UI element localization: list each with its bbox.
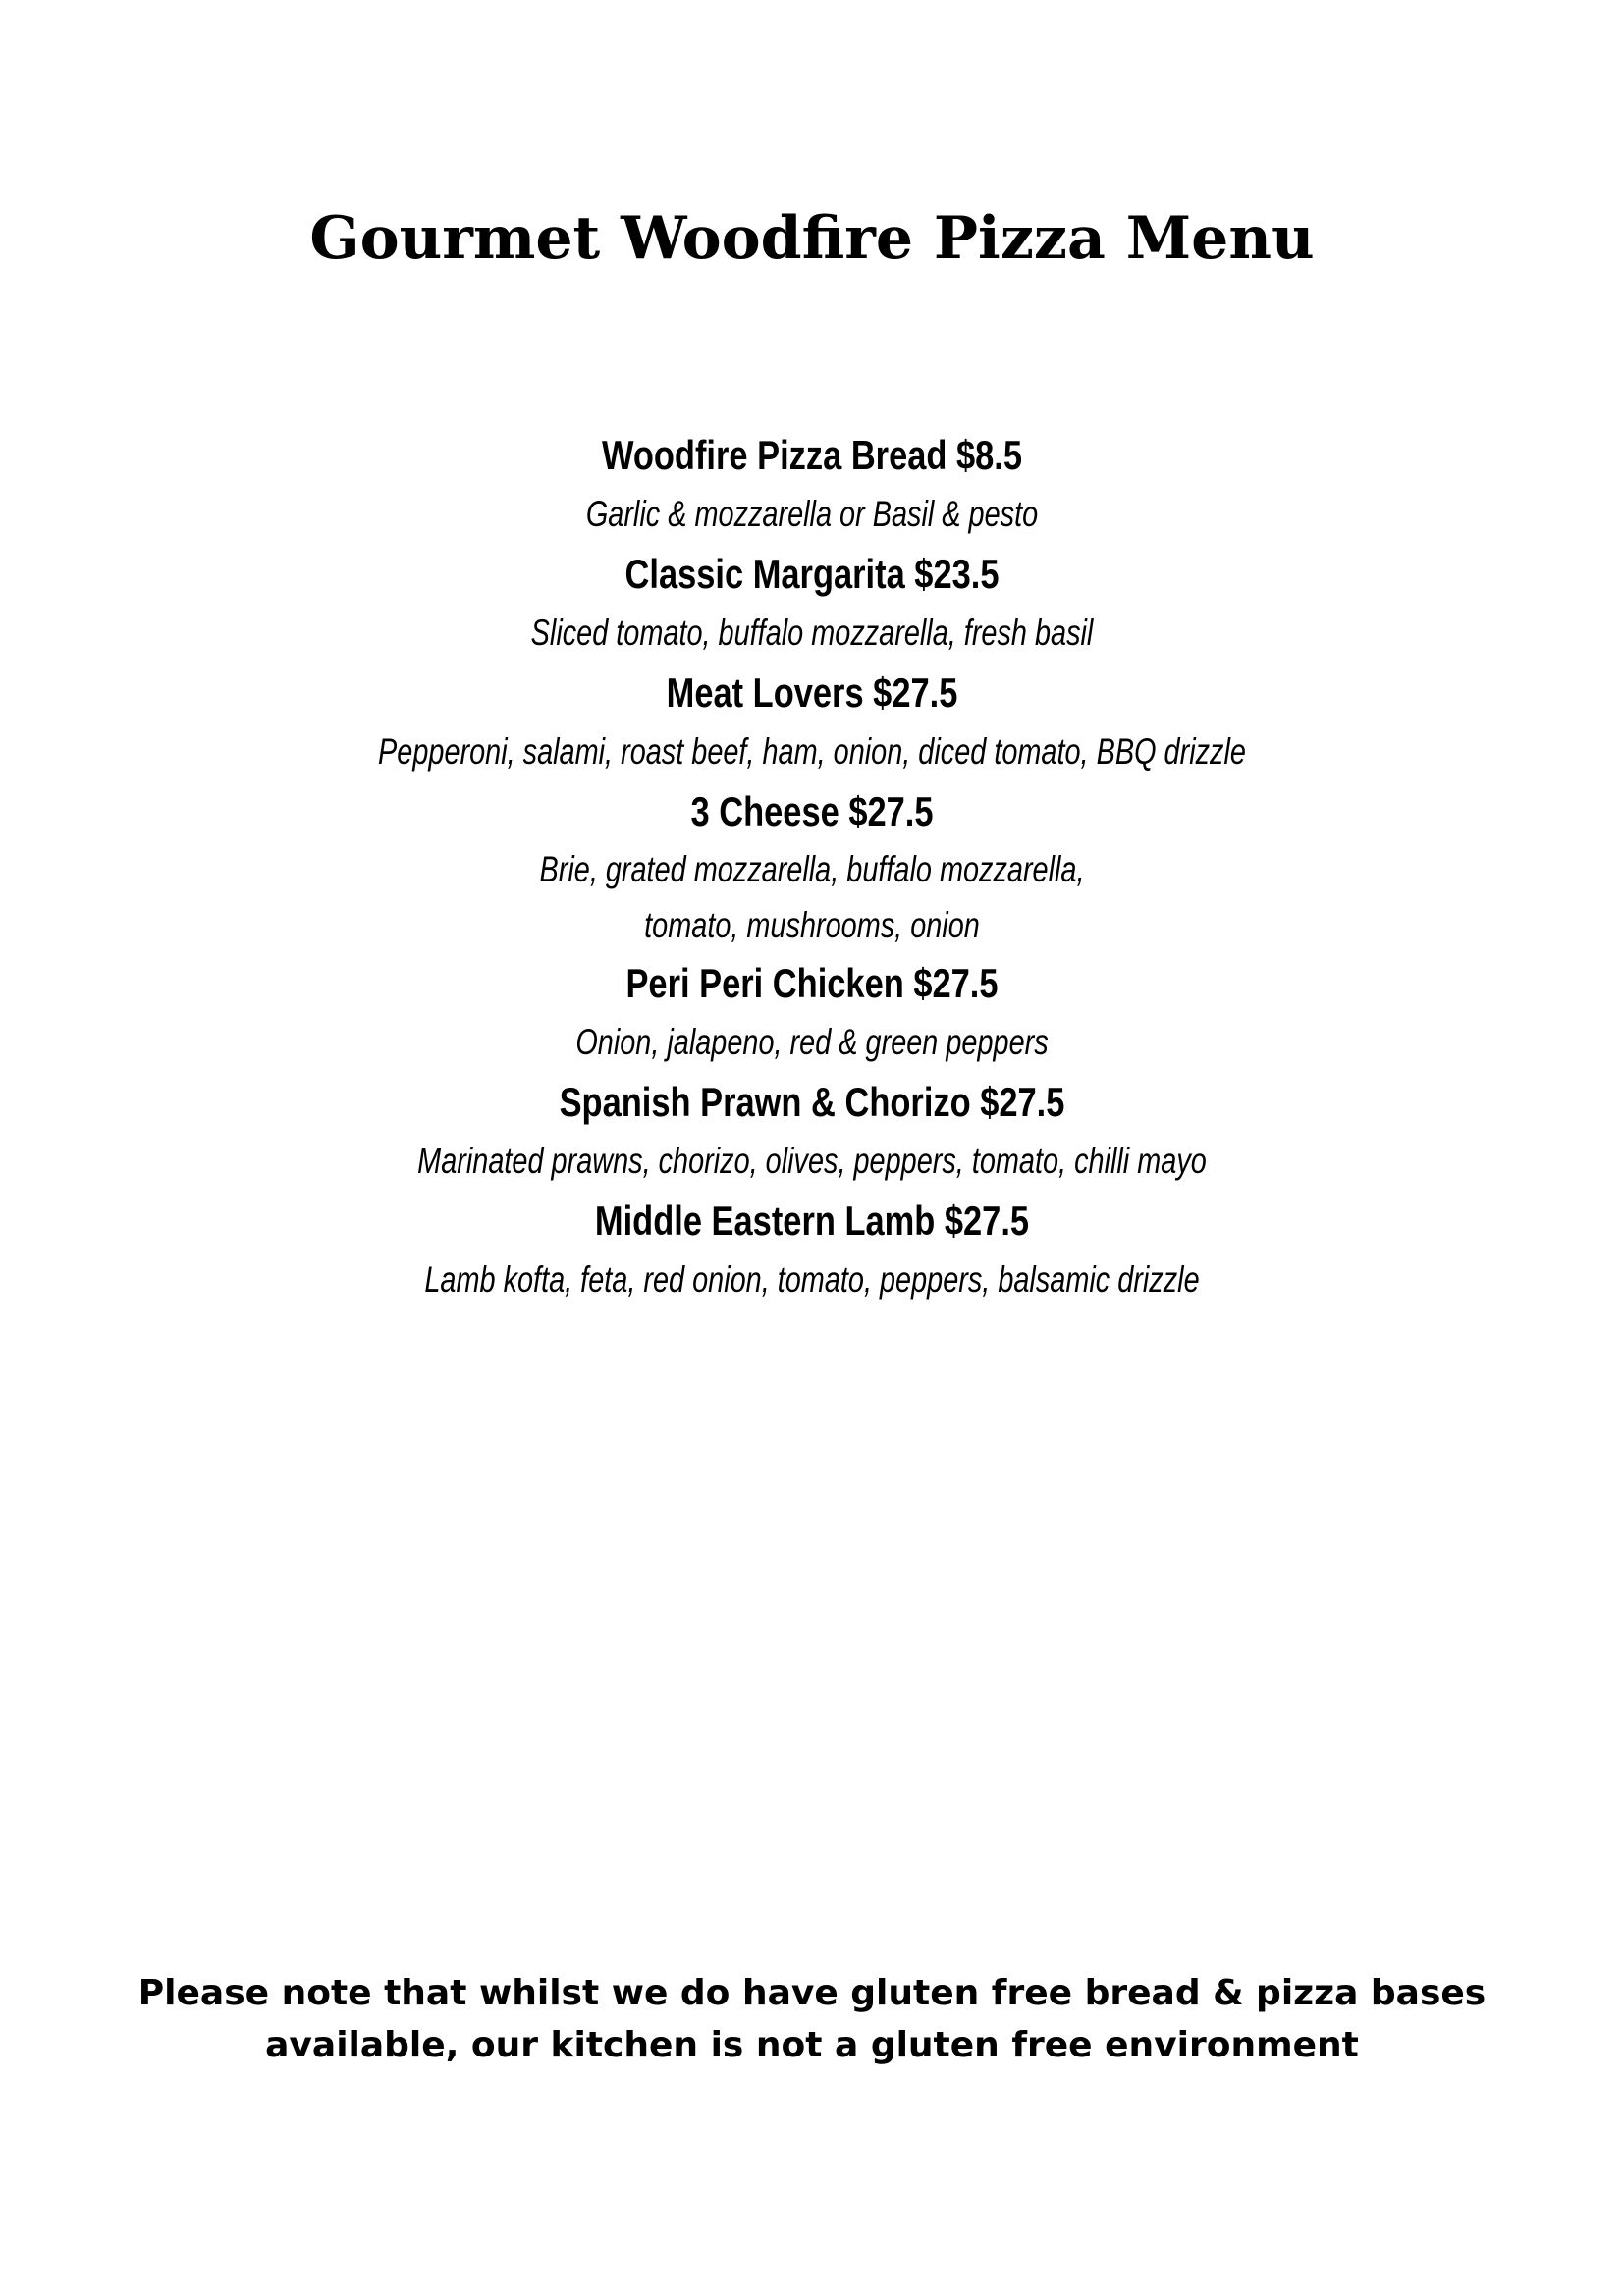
menu-item-description-continued: tomato, mushrooms, onion [644, 905, 980, 945]
menu-item-description: Lamb kofta, feta, red onion, tomato, peppers, balsamic drizzle [424, 1259, 1200, 1300]
menu-item-description: Garlic & mozzarella or Basil & pesto [585, 494, 1039, 534]
gluten-free-note [0, 1967, 1624, 2071]
menu-item-woodfire-pizza-bread [0, 425, 1624, 544]
menu-item-name: Spanish Prawn & Chorizo $27.5 [559, 1079, 1065, 1125]
gluten-free-note-line: available, our kitchen is not a gluten free environment [265, 2025, 1359, 2065]
menu-item-description: Sliced tomato, buffalo mozzarella, fresh basil [530, 613, 1094, 653]
page-title: Gourmet Woodfire Pizza Menu [309, 204, 1315, 273]
menu-item-name: 3 Cheese $27.5 [690, 788, 934, 834]
menu-item-description: Onion, jalapeno, red & green peppers [575, 1022, 1049, 1062]
menu-item-peri-peri-chicken [0, 953, 1624, 1072]
menu-item-name: Peri Peri Chicken $27.5 [625, 960, 999, 1006]
menu-item-name: Classic Margarita $23.5 [624, 551, 1000, 597]
menu-item-name: Meat Lovers $27.5 [666, 669, 958, 716]
menu-item-spanish-prawn-chorizo [0, 1072, 1624, 1191]
menu-item-description: Brie, grated mozzarella, buffalo mozzarella, [539, 849, 1085, 889]
menu-item-meat-lovers [0, 663, 1624, 781]
menu-item-middle-eastern-lamb [0, 1191, 1624, 1309]
menu-item-name: Woodfire Pizza Bread $8.5 [601, 432, 1023, 478]
menu-item-3-cheese [0, 781, 1624, 953]
menu-list [0, 425, 1624, 1309]
gluten-free-note-line: Please note that whilst we do have gluten free bread & pizza bases [137, 1973, 1487, 2013]
menu-item-name: Middle Eastern Lamb $27.5 [594, 1198, 1030, 1244]
menu-item-description: Pepperoni, salami, roast beef, ham, onion, diced tomato, BBQ drizzle [378, 731, 1246, 772]
menu-item-description: Marinated prawns, chorizo, olives, peppers, tomato, chilli mayo [417, 1141, 1207, 1181]
menu-item-classic-margarita [0, 544, 1624, 663]
